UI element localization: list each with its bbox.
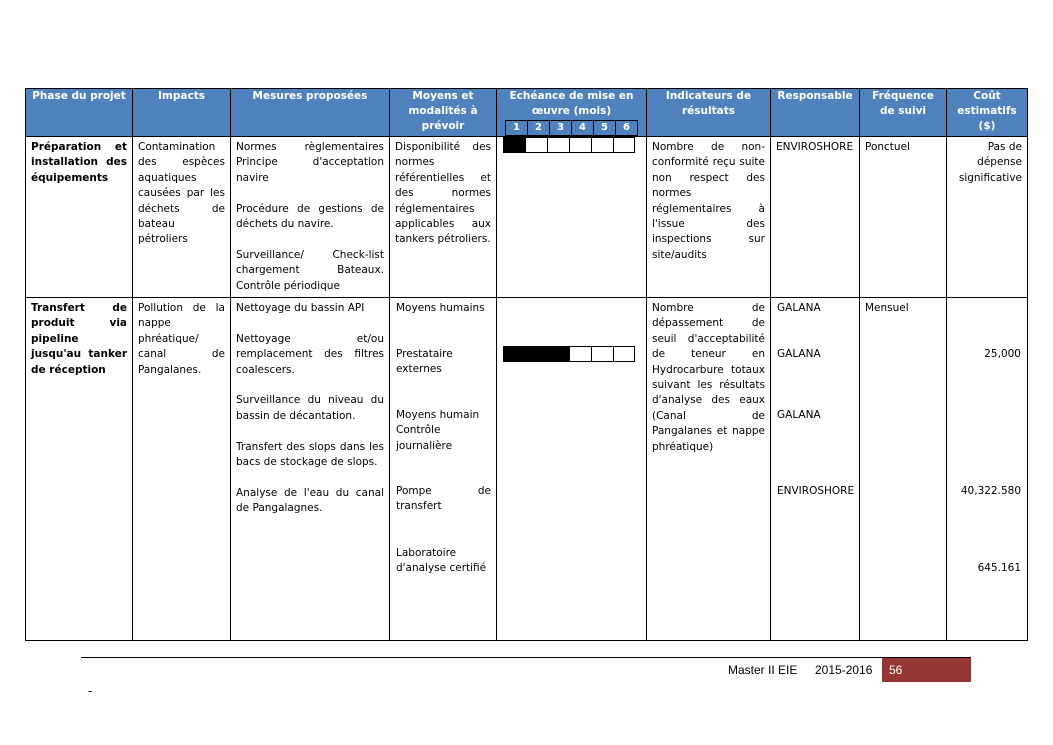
row2-echeance: [497, 298, 647, 641]
row2-gantt-bar: [503, 346, 635, 362]
month-4: 4: [571, 120, 593, 136]
row1-mesures: [231, 137, 390, 298]
row1-echeance: [497, 137, 647, 298]
row1-gantt-bar: [503, 137, 635, 153]
row2-frequence: Mensuel: [860, 298, 947, 641]
row1-phase: Préparation et installation des équipements: [26, 137, 133, 298]
row2-mesure-3: Surveillance du niveau du bassin de décantation.: [236, 394, 384, 422]
header-mesures: Mesures proposées: [231, 89, 390, 137]
row1-cout: Pas de dépense significative: [947, 137, 1028, 298]
row1-frequence: Ponctuel: [860, 137, 947, 298]
row2-mesure-5: Analyse de l'eau du canal de Pangalagnes.: [236, 486, 384, 515]
month-3: 3: [549, 120, 571, 136]
row1-mesure-2: Procédure de gestions de déchets du navire.: [236, 202, 384, 231]
row2-responsable-3: GALANA: [777, 409, 821, 422]
gantt-cell-month-6: [613, 137, 635, 153]
header-cout: Coût estimatifs ($): [947, 89, 1028, 137]
row2-moyen-5: Laboratoire d'analyse certifié: [396, 547, 487, 575]
gantt-cell-month-5: [591, 346, 613, 362]
row2-mesure-1: Nettoyage du bassin API: [236, 302, 365, 315]
gantt-cell-month-4: [569, 346, 591, 362]
row2-phase: Transfert de produit via pipeline jusqu'au tanker de réception: [26, 298, 133, 641]
gantt-cell-month-5: [591, 137, 613, 153]
gantt-cell-month-3: [547, 137, 569, 153]
row1-mesure-3: Surveillance/ Check-list chargement Bateaux. Contrôle périodique: [236, 248, 384, 292]
row2-cout: [947, 298, 1028, 641]
row2-impacts: Pollution de la nappe phréatique/ canal de Pangalanes.: [133, 298, 231, 641]
row2-responsable-4: ENVIROSHORE: [777, 485, 855, 498]
row2-responsable-1: GALANA: [777, 302, 821, 315]
gantt-cell-month-3: [547, 346, 569, 362]
row2-mesure-4: Transfert des slops dans les bacs de stockage de slops.: [236, 440, 384, 469]
row2-moyen-1: Moyens humains: [396, 302, 485, 315]
row2-responsable: [771, 298, 860, 641]
header-moyens: Moyens et modalités à prévoir: [390, 89, 497, 137]
header-frequence: Fréquence de suivi: [860, 89, 947, 137]
row2-moyen-3: Moyens humain Contrôle journalière: [396, 409, 480, 452]
row1-moyens: Disponibilité des normes référentielles et des normes réglementaires applicables aux tankers pétroliers.: [390, 137, 497, 298]
header-phase: Phase du projet: [26, 89, 133, 137]
row2-indicateurs: Nombre de dépassement de seuil d'acceptabilité de teneur en Hydrocarbure totaux suivant les résultats d'analyse des eaux (Canal de Pangalanes et nappe phréatique): [647, 298, 771, 641]
table-header-row: [26, 89, 1028, 137]
header-responsable: Responsable: [771, 89, 860, 137]
header-echeance-label: Echéance de mise en œuvre (mois): [509, 90, 634, 117]
gantt-cell-month-2: [525, 346, 547, 362]
page-number: 56: [882, 658, 971, 682]
header-indicateurs: Indicateurs de résultats: [647, 89, 771, 137]
row2-cout-2: 40,322.580: [960, 485, 1021, 498]
gantt-cell-month-2: [525, 137, 547, 153]
footer-years: 2015-2016: [815, 663, 873, 677]
row2-moyens: [390, 298, 497, 641]
row1-responsable: ENVIROSHORE: [771, 137, 860, 298]
header-echeance: [497, 89, 647, 137]
stray-dash: -: [88, 684, 93, 698]
measures-table: [25, 88, 1028, 641]
row2-cout-1: 25,000: [984, 348, 1021, 361]
footer-rule: [81, 657, 971, 658]
month-5: 5: [593, 120, 615, 136]
gantt-cell-month-4: [569, 137, 591, 153]
row2-mesures: [231, 298, 390, 641]
row2-responsable-2: GALANA: [777, 348, 821, 361]
gantt-cell-month-6: [613, 346, 635, 362]
gantt-cell-month-1: [503, 346, 525, 362]
month-2: 2: [527, 120, 549, 136]
table-row: [26, 137, 1028, 298]
row2-cout-3: 645.161: [977, 562, 1021, 575]
gantt-cell-month-1: [503, 137, 525, 153]
row2-moyen-2: Prestataire externes: [396, 348, 453, 376]
month-6: 6: [615, 120, 638, 136]
row2-mesure-2: Nettoyage et/ou remplacement des filtres coalescers.: [236, 332, 384, 376]
row1-impacts: Contamination des espèces aquatiques causées par les déchets de bateau pétroliers: [133, 137, 231, 298]
month-1: 1: [505, 120, 527, 136]
row1-indicateurs: Nombre de non-conformité reçu suite non respect des normes réglementaires à l'issue des inspections sur site/audits: [647, 137, 771, 298]
month-header: [500, 120, 643, 136]
row1-mesure-1: Normes règlementaires Principe d'acceptation navire: [236, 141, 384, 184]
table-row: [26, 298, 1028, 641]
footer-label: Master II EIE: [728, 663, 798, 677]
header-impacts: Impacts: [133, 89, 231, 137]
row2-moyen-4: Pompe de transfert: [396, 485, 491, 513]
